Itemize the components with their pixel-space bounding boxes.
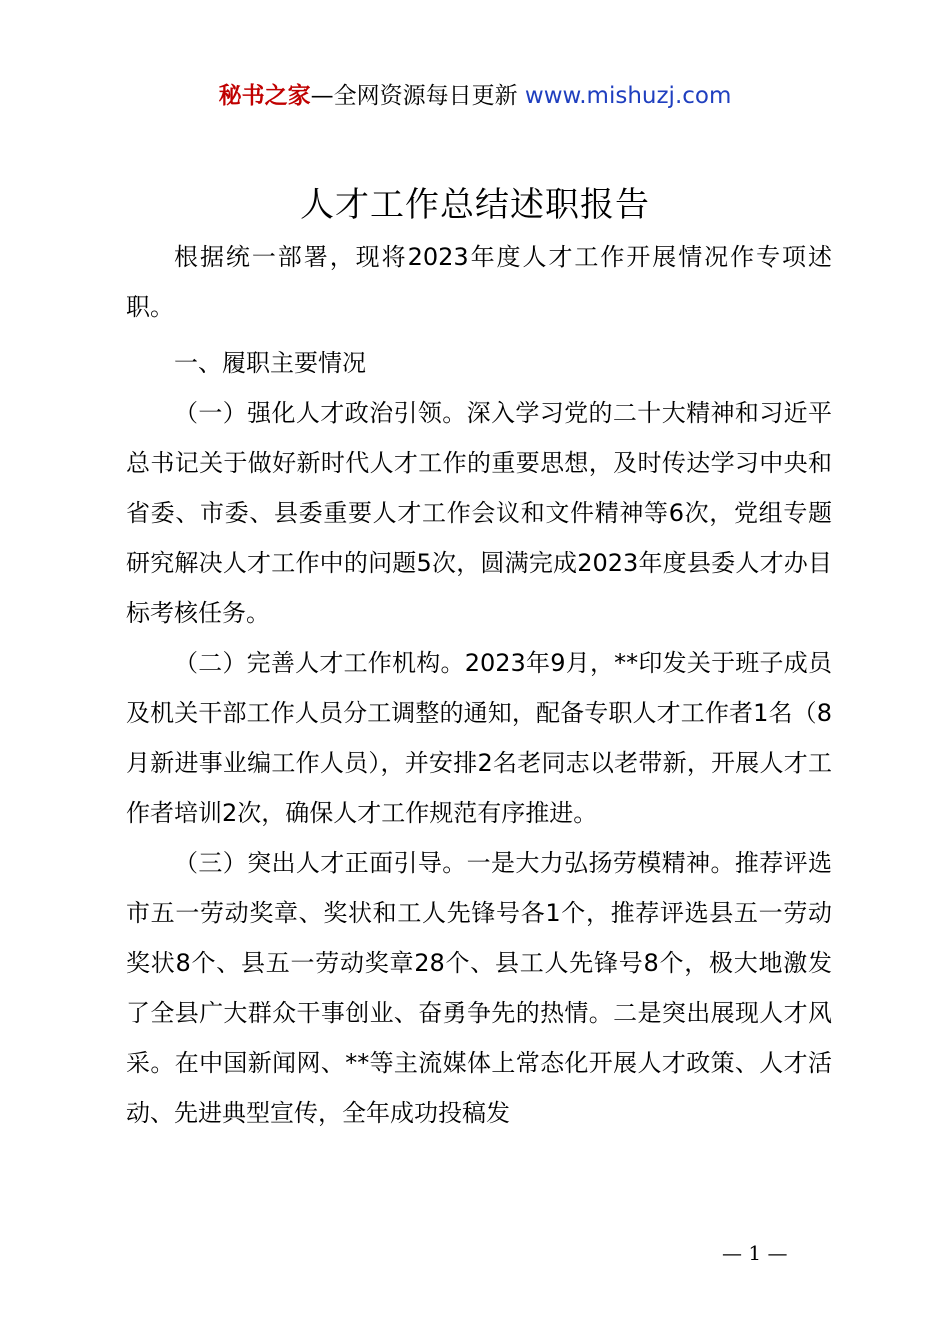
site-link[interactable]: www.mishuzj.com xyxy=(524,83,732,109)
paragraph-item-2: （二）完善人才工作机构。2023年9月，**印发关于班子成员及机关干部工作人员分工调整的通知，配备专职人才工作者1名（8月新进事业编工作人员），并安排2名老同志以老带新，开展人才工作者培训2次，确保人才工作规范有序推进。 xyxy=(126,649,832,827)
document-title: 人才工作总结述职报告 xyxy=(300,185,650,225)
section-heading: 一、履职主要情况 xyxy=(174,349,366,377)
header-tagline: —全网资源每日更新 xyxy=(310,83,518,109)
page-number: — 1 — xyxy=(722,1241,788,1265)
paragraph-intro: 根据统一部署，现将2023年度人才工作开展情况作专项述职。 xyxy=(126,243,832,321)
site-header xyxy=(0,80,950,112)
document-body xyxy=(126,232,832,1138)
brand-name: 秘书之家 xyxy=(218,83,311,109)
paragraph-item-3: （三）突出人才正面引导。一是大力弘扬劳模精神。推荐评选市五一劳动奖章、奖状和工人先锋号各1个，推荐评选县五一劳动奖状8个、县五一劳动奖章28个、县工人先锋号8个，极大地激发了全县广大群众干事创业、奋勇争先的热情。二是突出展现人才风采。在中国新闻网、**等主流媒体上常态化开展人才政策、人才活动、先进典型宣传，全年成功投稿发 xyxy=(126,849,832,1127)
paragraph-item-1: （一）强化人才政治引领。深入学习党的二十大精神和习近平总书记关于做好新时代人才工作的重要思想，及时传达学习中央和省委、市委、县委重要人才工作会议和文件精神等6次，党组专题研究解决人才工作中的问题5次，圆满完成2023年度县委人才办目标考核任务。 xyxy=(126,399,832,627)
